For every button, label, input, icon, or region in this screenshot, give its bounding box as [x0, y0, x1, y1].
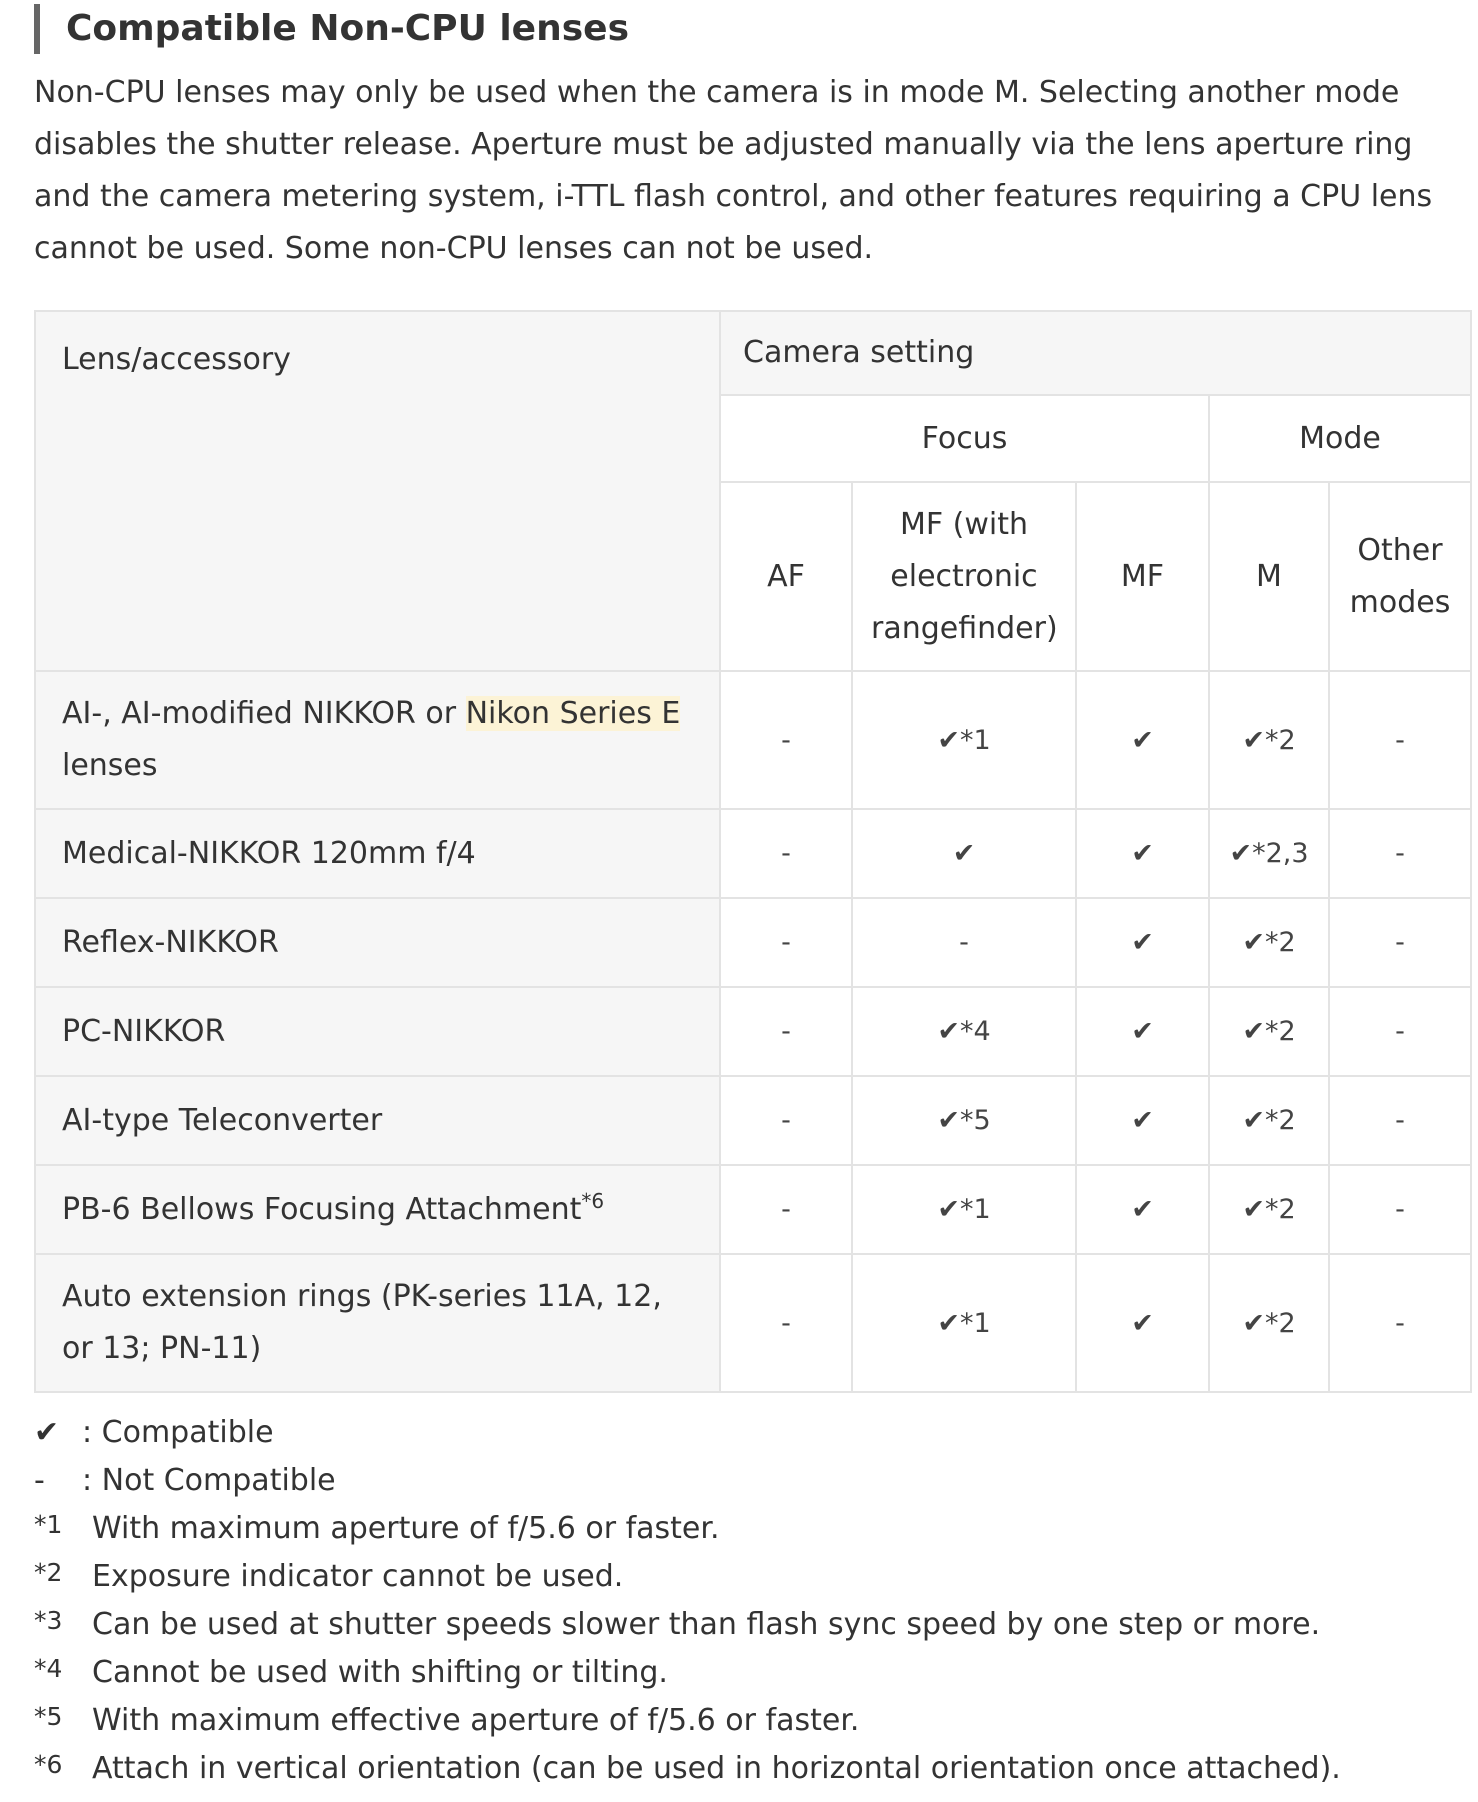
af-value: - [720, 1254, 852, 1392]
m-header: M [1209, 482, 1329, 671]
lens-name-prefix: AI-, AI-modified NIKKOR or [62, 696, 466, 731]
mf-value: ✔ [1076, 987, 1209, 1076]
other-modes-value: - [1329, 898, 1471, 987]
table-row [35, 671, 1471, 809]
m-value: ✔*2 [1209, 987, 1329, 1076]
camera-setting-header: Camera setting [720, 311, 1471, 395]
footnote [34, 1649, 1341, 1697]
other-modes-value: - [1329, 1165, 1471, 1254]
af-header: AF [720, 482, 852, 671]
table-row [35, 1165, 1471, 1254]
footnote [34, 1697, 1341, 1745]
footnote-text: With maximum aperture of f/5.6 or faster. [92, 1511, 720, 1546]
mf-value: ✔ [1076, 1165, 1209, 1254]
table-row [35, 1254, 1471, 1392]
footnote-mark: *4 [34, 1654, 63, 1683]
lens-name: AI-type Teleconverter [35, 1076, 720, 1165]
m-value: ✔*2 [1209, 1076, 1329, 1165]
lens-name-text: PB-6 Bellows Focusing Attachment [62, 1191, 582, 1227]
highlighted-text: Nikon Series E [465, 696, 681, 731]
footnote-ref: *6 [581, 1188, 605, 1213]
check-icon: ✔ [34, 1415, 60, 1450]
table-row [35, 987, 1471, 1076]
footnote-mark: *5 [34, 1702, 63, 1731]
other-modes-header: Other modes [1329, 482, 1471, 671]
footnote [34, 1505, 1341, 1553]
m-value: ✔*2 [1209, 671, 1329, 809]
mf-value: ✔ [1076, 1254, 1209, 1392]
af-value: - [720, 671, 852, 809]
lens-name: PC-NIKKOR [35, 987, 720, 1076]
m-value: ✔*2 [1209, 1165, 1329, 1254]
footnote [34, 1601, 1341, 1649]
mf-rangefinder-value: ✔*5 [852, 1076, 1076, 1165]
lens-name [35, 1165, 720, 1254]
lens-accessory-header: Lens/accessory [35, 311, 720, 671]
lens-name: Medical-NIKKOR 120mm f/4 [35, 809, 720, 898]
footnote-text: Cannot be used with shifting or tilting. [92, 1655, 668, 1690]
mf-rangefinder-header: MF (with electronic rangefinder) [852, 482, 1076, 671]
mf-rangefinder-value: ✔*1 [852, 671, 1076, 809]
other-modes-value: - [1329, 987, 1471, 1076]
table-row [35, 809, 1471, 898]
af-value: - [720, 1076, 852, 1165]
table-row [35, 898, 1471, 987]
section-heading: Compatible Non-CPU lenses [34, 4, 629, 54]
notes [34, 1409, 1341, 1793]
footnote-text: With maximum effective aperture of f/5.6 or faster. [92, 1703, 860, 1738]
other-modes-value: - [1329, 671, 1471, 809]
af-value: - [720, 1165, 852, 1254]
mf-rangefinder-value: ✔*4 [852, 987, 1076, 1076]
legend-text: : Not Compatible [82, 1463, 336, 1498]
other-modes-value: - [1329, 1076, 1471, 1165]
mf-value: ✔ [1076, 671, 1209, 809]
af-value: - [720, 809, 852, 898]
mf-value: ✔ [1076, 809, 1209, 898]
dash-icon: - [34, 1463, 45, 1498]
intro-paragraph: Non-CPU lenses may only be used when the camera is in mode M. Selecting another mode disables the shutter release. Aperture must be adjusted manually via the lens aperture ring and the camera metering system, i-TTL flash control, and other features requiring a CPU lens cannot be used. Some non-CPU lenses can not be used. [34, 75, 1433, 266]
mf-rangefinder-value: - [852, 898, 1076, 987]
footnote-mark: *2 [34, 1558, 63, 1587]
legend-text: : Compatible [82, 1415, 274, 1450]
mf-header: MF [1076, 482, 1209, 671]
mf-rangefinder-value: ✔*1 [852, 1165, 1076, 1254]
compatibility-table [34, 310, 1472, 1393]
footnote-mark: *6 [34, 1750, 63, 1779]
footnote-mark: *3 [34, 1606, 63, 1635]
mf-rangefinder-value: ✔*1 [852, 1254, 1076, 1392]
mode-header: Mode [1209, 395, 1471, 482]
footnote [34, 1553, 1341, 1601]
legend-compatible [34, 1409, 1341, 1457]
footnote-text: Can be used at shutter speeds slower than flash sync speed by one step or more. [92, 1607, 1321, 1642]
lens-name [35, 671, 720, 809]
m-value: ✔*2,3 [1209, 809, 1329, 898]
header-row-1 [35, 311, 1471, 395]
mf-value: ✔ [1076, 898, 1209, 987]
footnote [34, 1745, 1341, 1793]
other-modes-value: - [1329, 1254, 1471, 1392]
footnote-mark: *1 [34, 1510, 63, 1539]
mf-value: ✔ [1076, 1076, 1209, 1165]
other-modes-value: - [1329, 809, 1471, 898]
lens-name: Auto extension rings (PK-series 11A, 12, or 13; PN-11) [35, 1254, 720, 1392]
m-value: ✔*2 [1209, 898, 1329, 987]
legend-not-compatible [34, 1457, 1341, 1505]
footnote-text: Exposure indicator cannot be used. [92, 1559, 624, 1594]
lens-name-suffix: lenses [62, 748, 158, 783]
footnote-text: Attach in vertical orientation (can be used in horizontal orientation once attached). [92, 1751, 1341, 1786]
mf-rangefinder-value: ✔ [852, 809, 1076, 898]
af-value: - [720, 987, 852, 1076]
af-value: - [720, 898, 852, 987]
lens-name: Reflex-NIKKOR [35, 898, 720, 987]
m-value: ✔*2 [1209, 1254, 1329, 1392]
focus-header: Focus [720, 395, 1209, 482]
table-row [35, 1076, 1471, 1165]
